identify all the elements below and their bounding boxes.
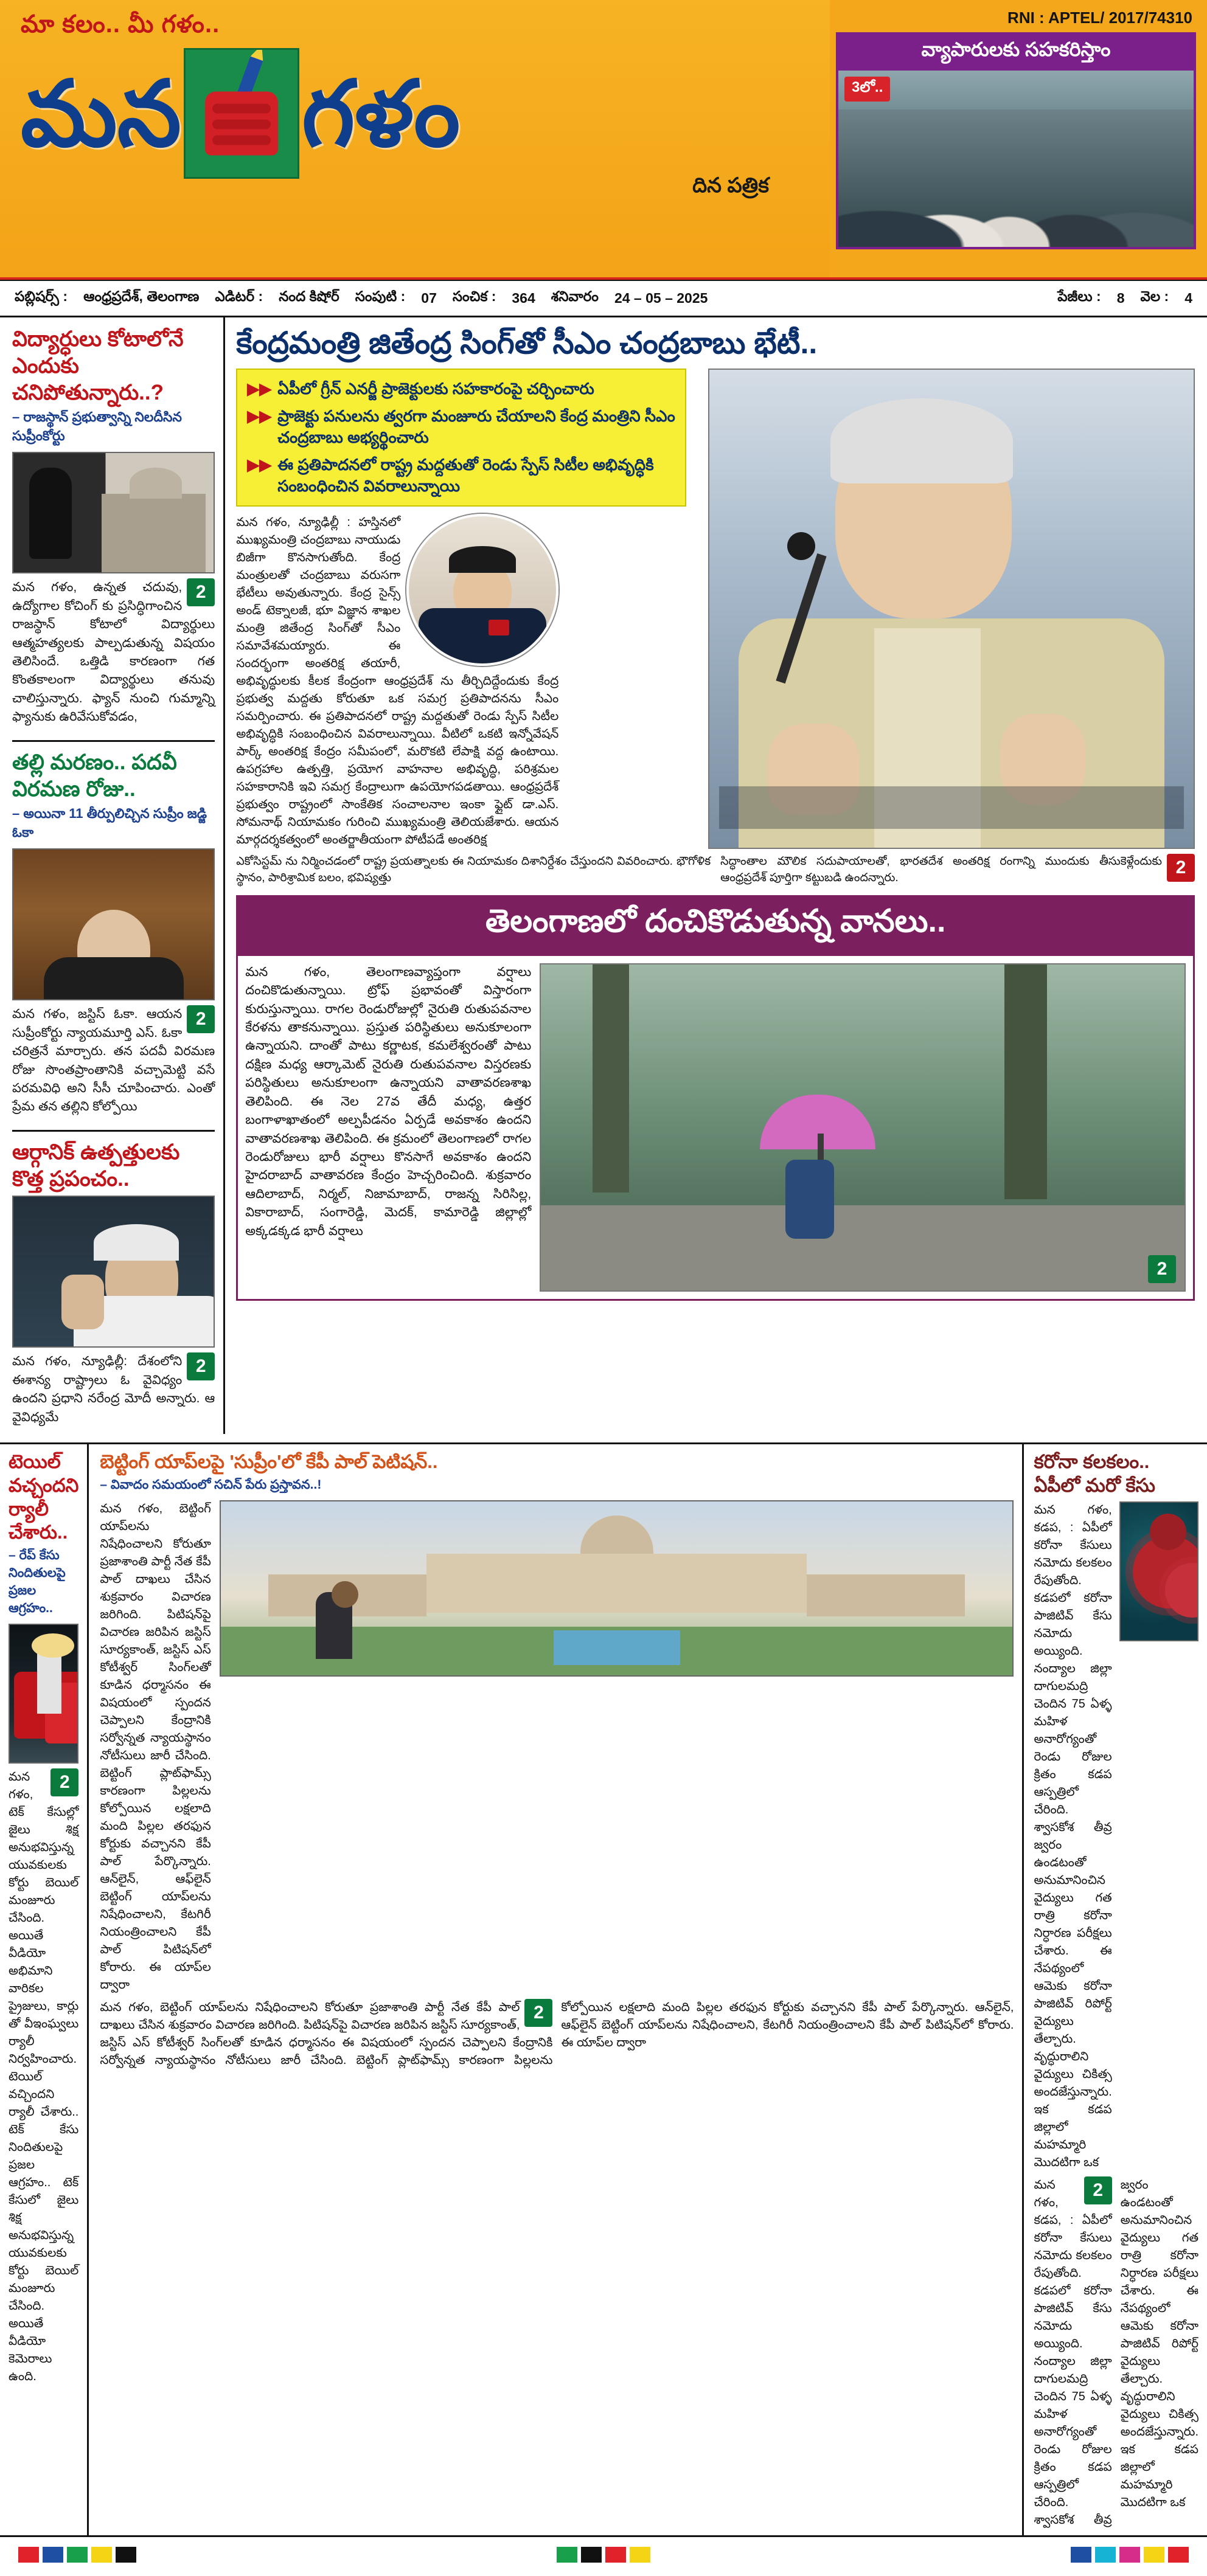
main-column — [225, 317, 1207, 1434]
story-corona-case[interactable] — [1024, 1444, 1207, 2535]
bullet-text: ఏపీలో గ్రీన్ ఎనర్జీ ప్రాజెక్టులకు సహకారంపై చర్చించారు — [277, 379, 594, 398]
lead-bullet — [247, 454, 675, 497]
masthead-subtitle: దిన పత్రిక — [692, 174, 769, 197]
masthead-title-row — [21, 48, 818, 179]
color-swatch-blue — [1071, 2547, 1091, 2563]
story-subhead: – రేప్ కేసు నిందితులపై ప్రజల ఆగ్రహం.. — [9, 1548, 66, 1616]
bullet-marker-icon: ▶▶ — [247, 379, 272, 398]
swatch-group-right — [1071, 2547, 1189, 2563]
page-reference-badge[interactable]: 2 — [1148, 1255, 1176, 1283]
divider — [12, 740, 215, 742]
story-headline: కరోనా కలకలం.. ఏపీలో మరో కేసు — [1034, 1451, 1156, 1496]
publishers-value: ఆంధ్రప్రదేశ్, తెలంగాణ — [83, 288, 200, 304]
divider — [12, 1130, 215, 1132]
supreme-court-building-photo — [220, 1500, 1014, 1677]
masthead-title-left: మన — [21, 62, 182, 165]
masthead-left — [0, 0, 830, 277]
main-content — [0, 317, 1207, 1434]
color-swatch-red — [18, 2547, 39, 2563]
telangana-headline: తెలంగాణలో దంచికొడుతున్న వానలు.. — [238, 897, 1193, 956]
day-of-week: శనివారం — [551, 288, 599, 304]
page-reference-badge[interactable]: 2 — [187, 1352, 215, 1380]
issue-label: సంచిక : — [452, 288, 496, 304]
page-reference-badge[interactable]: 2 — [187, 578, 215, 606]
color-swatch-magenta — [1119, 2547, 1140, 2563]
story-body: మన గళం, కడప, : ఏపీలో కరోనా కేసులు నమోదు కలకలం రేపుతోంది. కడపలో కరోనా పాజిటివ్ కేసు నమోదు అయ్యింది. నంద్యాల జిల్లా దాగులమద్రి చెందిన 75 ఏళ్ళ మహిళ అనారోగ్యంతో రెండు రోజుల క్రితం కడప ఆస్పత్రిలో చేరింది. శ్వాసకోశ తీవ్ర జ్వరం ఉండటంతో అనుమానించిన వైద్యులు గత రాత్రి కరోనా నిర్ధారణ పరీక్షలు చేశారు. ఈ నేపథ్యంలో ఆమెకు కరోనా పాజిటివ్ రిపోర్ట్ వైద్యులు తేల్చారు. వృద్ధురాలిని వైద్యులు చికిత్స అందజేస్తున్నారు. ఇక కడప జిల్లాలో మహమ్మారి మొదటిగా ఒక — [1034, 2178, 1199, 2527]
pm-modi-photo — [12, 1196, 215, 1348]
volume-label: సంపుటి : — [355, 288, 406, 304]
story-subhead: – అయినా 11 తీర్పులిచ్చిన సుప్రీం జడ్జి ఓకా — [12, 806, 207, 840]
lead-body-column — [236, 514, 558, 849]
editor-value: నంద కిషోర్ — [279, 288, 339, 304]
issue-value: 364 — [512, 290, 535, 306]
jitendra-singh-photo — [406, 514, 558, 666]
left-column — [0, 317, 225, 1434]
story-body: మన గళం, టెక్ కేసుల్లో జైలు శిక్ష అనుభవిస్తున్న యువకులకు కోర్టు బెయిల్ మంజూరు చేసింది. అయితే వీడియో అభిమాని వారికల ప్రైజులు, కార్లు తో వీఇంఘ్వలు ర్యాలీ నిర్వహించారు. టెయిల్ వచ్చిందని ర్యాలీ చేశారు.. టెక్ కేసు నిందితులపై ప్రజల ఆగ్రహం.. టెక్ కేసులో జైలు శిక్ష అనుభవిస్తున్న యువకులకు కోర్టు బెయిల్ మంజూరు చేసింది. అయితే వీడియో కెమెరాలు ఉంది. — [9, 1770, 79, 2384]
color-swatch-yellow — [91, 2547, 112, 2563]
story-rally[interactable] — [0, 1444, 89, 2535]
story-organic-products[interactable] — [12, 1139, 215, 1434]
publish-date: 24 – 05 – 2025 — [614, 290, 708, 306]
fist-icon — [205, 92, 278, 156]
story-body-left: మన గళం, కడప, : ఏపీలో కరోనా కేసులు నమోదు కలకలం రేపుతోంది. కడపలో కరోనా పాజిటివ్ కేసు నమోదు అయ్యింది. నంద్యాల జిల్లా దాగులమద్రి చెందిన 75 ఏళ్ళ మహిళ అనారోగ్యంతో రెండు రోజుల క్రితం కడప ఆస్పత్రిలో చేరింది. శ్వాసకోశ తీవ్ర జ్వరం ఉండటంతో అనుమానించిన వైద్యులు గత రాత్రి కరోనా నిర్ధారణ పరీక్షలు చేశారు. ఈ నేపథ్యంలో ఆమెకు కరోనా పాజిటివ్ రిపోర్ట్ వైద్యులు తేల్చారు. వృద్ధురాలిని వైద్యులు చికిత్స అందజేస్తున్నారు. ఇక కడప జిల్లాలో మహమ్మారి మొదటిగా ఒక — [1034, 1503, 1112, 2169]
swatch-group-center — [557, 2547, 650, 2563]
color-swatch-cyan — [1095, 2547, 1116, 2563]
story-headline: విద్యార్ధులు కోటాలోనే ఎందుకు చనిపోతున్నారు..? — [12, 327, 184, 404]
story-body: మన గళం, బెట్టింగ్ యాప్‌లను నిషేధించాలని కోరుతూ ప్రజాశాంతి పార్టీ నేత కేపీ పాల్ దాఖలు చేసిన శుక్రవారం విచారణ జరిగింది. పిటిషన్‌పై విచారణ జరిపిన జస్టిస్ సూర్యకాంత్, జస్టిస్ ఎస్ కోటీశ్వర్ సింగ్‌లతో కూడిన ధర్మాసనం ఈ విషయంలో స్పందన చెప్పాలని కేంద్రానికి సర్వోన్నత న్యాయస్థానం నోటీసులు జారీ చేసింది. బెట్టింగ్ ప్లాట్‌ఫామ్స్ కారణంగా పిల్లలను కోల్పోయిన లక్షలాది మంది పిల్లల తరఫున కోర్టుకు వచ్చానని కేపీ పాల్ పేర్కొన్నారు. ఆన్‌లైన్, ఆఫ్‌లైన్ బెట్టింగ్ యాప్‌లను నిషేధించాలని, కేటగిరీ నియంత్రించాలని కేపీ పాల్ పిటిషన్‌లో కోరారు. ఈ యాప్‌ల ద్వారా — [100, 2000, 1014, 2067]
lead-bullet — [247, 378, 675, 400]
page-reference-badge[interactable]: 2 — [187, 1005, 215, 1033]
lead-bullet — [247, 406, 675, 448]
color-swatch-yellow — [630, 2547, 650, 2563]
page-reference-badge[interactable]: 2 — [1167, 854, 1195, 882]
masthead — [0, 0, 1207, 280]
promo-page-badge: 3లో.. — [844, 77, 890, 102]
swatch-group-left — [18, 2547, 136, 2563]
masthead-title-right: గళం — [302, 62, 461, 165]
page-reference-badge[interactable]: 2 — [1084, 2176, 1112, 2204]
masthead-tagline: మా కలం.. మీ గళం.. — [21, 11, 220, 38]
lead-foot-left: ఎకోసిస్టమ్ ను నిర్మించడంలో రాష్ట్ర ప్రయత్నాలకు ఈ నియామకం దిశానిర్దేశం చేస్తుందని వివరించారు. భౌగోళిక స్థానం, పారిశ్రామిక బలం, భవిష్యత్తు — [236, 855, 711, 885]
story-headline: తల్లి మరణం.. పదవీ విరమణ రోజు.. — [12, 750, 177, 801]
page-reference-badge[interactable]: 2 — [50, 1768, 78, 1796]
story-headline: బెట్టింగ్ యాప్‌లపై 'సుప్రీం'లో కేపీ పాల్ పెటిషన్.. — [100, 1451, 438, 1473]
publishers-label: పబ్లిషర్స్ : — [15, 288, 68, 304]
bullet-marker-icon: ▶▶ — [247, 407, 272, 426]
story-headline: ఆర్గానిక్ ఉత్పత్తులకు కొత్త ప్రపంచం.. — [12, 1140, 180, 1191]
promo-box[interactable] — [836, 32, 1196, 249]
bullet-text: ప్రాజెక్టు పనులను త్వరగా మంజూరు చేయాలని కేంద్ర మంత్రిని సీఎం చంద్రబాబు అభ్యర్థించారు — [277, 407, 675, 447]
chandrababu-naidu-photo — [708, 369, 1195, 849]
story-betting-apps[interactable] — [89, 1444, 1024, 2535]
price-label: వెల : — [1140, 288, 1169, 304]
masthead-right — [830, 0, 1207, 277]
lead-headline: కేంద్రమంత్రి జితేంద్ర సింగ్‌తో సీఎం చంద్రబాబు భేటీ.. — [236, 326, 818, 360]
story-subhead: – వివాదం సమయంలో సచిన్ పేరు ప్రస్తావన..! — [100, 1477, 322, 1492]
info-bar — [0, 280, 1207, 317]
promo-photo — [838, 71, 1194, 247]
supreme-court-photo — [12, 452, 215, 573]
story-headline: టెయిల్ వచ్చందని ర్యాలీ చేశారు.. — [9, 1451, 79, 1543]
color-swatch-red — [605, 2547, 626, 2563]
story-telangana-rains[interactable] — [236, 895, 1195, 1301]
lead-foot-right: సిద్ధాంతాల మౌలిక సదుపాయాలతో, భారతదేశ అంతరిక్ష రంగాన్ని ముందుకు తీసుకెళ్లేందుకు ఆంధ్రప్రదేశ్ పూర్తిగా కట్టుబడి ఉందన్నారు. — [720, 855, 1162, 885]
story-justice-oka[interactable] — [12, 749, 215, 1124]
story-body-left: మన గళం, బెట్టింగ్ యాప్‌లను నిషేధించాలని కోరుతూ ప్రజాశాంతి పార్టీ నేత కేపీ పాల్ దాఖలు చేసిన శుక్రవారం విచారణ జరిగింది. పిటిషన్‌పై విచారణ జరిపిన జస్టిస్ సూర్యకాంత్, జస్టిస్ ఎస్ కోటీశ్వర్ సింగ్‌లతో కూడిన ధర్మాసనం ఈ విషయంలో స్పందన చెప్పాలని కేంద్రానికి సర్వోన్నత న్యాయస్థానం నోటీసులు జారీ చేసింది. బెట్టింగ్ ప్లాట్‌ఫామ్స్ కారణంగా పిల్లలను కోల్పోయిన లక్షలాది మంది పిల్లల తరఫున కోర్టుకు వచ్చానని కేపీ పాల్ పేర్కొన్నారు. ఆన్‌లైన్, ఆఫ్‌లైన్ బెట్టింగ్ యాప్‌లను నిషేధించాలని, కేటగిరీ నియంత్రించాలని కేపీ పాల్ పిటిషన్‌లో కోరారు. ఈ యాప్‌ల ద్వారా — [100, 1501, 211, 1992]
volume-value: 07 — [421, 290, 437, 306]
lead-body-text: మన గళం, న్యూఢిల్లీ : హస్తినలో ముఖ్యమంత్రి చంద్రబాబు నాయుడు బిజీగా కొనసాగుతోంది. కేంద్ర మంత్రులతో చంద్రబాబు వరుసగా భేటీలు అవుతున్నారు. కేంద్ర సైన్స్ అండ్ టెక్నాలజీ, భూ విజ్ఞాన శాఖల మంత్రి జితేంద్ర సింగ్‌తో సీఎం సమావేశమయ్యారు. ఈ సందర్భంగా అంతరిక్ష తయారీ, అభివృద్ధులకు కీలక కేంద్రంగా ఆంధ్రప్రదేశ్ ను తీర్చిదిద్దేందుకు కేంద్ర ప్రభుత్వ మద్దతు కోరుతూ ఒక సమగ్ర ప్రతిపాదనను సీఎం సమర్పించారు. ఈ ప్రతిపాదనలో రాష్ట్ర మద్దతుతో రెండు స్పేస్ సిటీల అభివృద్ధికి సంబంధించిన వివరాలున్నాయి. వీటిలో ఒకటి ఇన్నోవేషన్ పార్క్ అంతరిక్ష కేంద్రం సమీపంలో, మరొకటి లేపాక్షి వద్ద ఉంటాయి. ఉపగ్రహాల ఉత్పత్తి, ప్రయోగ వాహనాల అభివృద్ధి, పరిశ్రమల సహకారానికి ఇవి సమగ్ర కేంద్రాలుగా ఉపయోగపడతాయి. ఆంధ్రప్రదేశ్ ప్రభుత్వం రాష్ట్రంలో సాంకేతిక సంచాలనాల ఇంకా ఫ్లైట్ డా.ఎస్. సోమనాథ్ నియామకం గురించి ముఖ్యమంత్రి తెలియజేశారు. ఆయన మార్గదర్శకత్వంలో అంతర్జాతీయంగా పోటీపడే అంతరిక్ష — [236, 516, 559, 847]
color-swatch-black — [581, 2547, 602, 2563]
telangana-body: మన గళం, తెలంగాణవ్యాప్తంగా వర్షాలు దంచికొడుతున్నాయి. ట్రోఫ్ ప్రభావంతో విస్తారంగా కురుస్తున్నాయి. రాగల రెండురోజుల్లో నైరుతి రుతుపవనాల కేరళను తాకనున్నాయి. ప్రస్తుత పరిస్థితులు అనుకూలంగా ఉన్నాయని. దాంతో పాటు కర్ణాటక, కమలేశ్వరంతో పాటు దక్షిణ మధ్య ఆర్కామెట్ నైరుతి రుతుపవనాల విస్తరణకు పరిస్థితులు అనుకూలంగా ఉన్నాయని వాతావరణశాఖ తెలిపింది. ఈ నెల 27వ తేదీ మధ్య, ఉత్తర బంగాళాఖాతంలో అల్పపీడనం ఏర్పడే అవకాశం ఉందని వాతావరణశాఖ తెలిపింది. ఈ క్రమంలో తెలంగాణలో రాగల రెండురోజులు భారీ వర్షాలు కొనసాగే అవకాశం ఉందని హైదరాబాద్ వాతావరణ కేంద్రం హెచ్చరించింది. శుక్రవారం ఆదిలాబాద్, నిర్మల్, నిజామాబాద్, రాజన్న సిరిసిల్ల, వికారాబాద్, సంగారెడ్డి, మెదక్, కామారెడ్డి జిల్లాల్లో అక్కడక్కడ భారీ వర్షాలు — [245, 964, 532, 1238]
rally-night-photo — [9, 1624, 78, 1764]
bottom-stories — [0, 1442, 1207, 2535]
color-swatch-red — [1168, 2547, 1189, 2563]
color-registration-bars — [0, 2535, 1207, 2576]
bullet-marker-icon: ▶▶ — [247, 455, 272, 474]
color-swatch-green — [557, 2547, 577, 2563]
color-swatch-black — [116, 2547, 136, 2563]
coronavirus-photo — [1119, 1501, 1198, 1641]
story-students-kota[interactable] — [12, 326, 215, 734]
promo-photo-crowd — [838, 109, 1194, 247]
rain-umbrella-photo — [540, 963, 1186, 1292]
lead-bullet-box — [236, 369, 686, 507]
price-value: 4 — [1184, 290, 1192, 306]
color-swatch-green — [67, 2547, 88, 2563]
story-body: మన గళం, న్యూఢిల్లీ: దేశంలోని ఈశాన్య రాష్ట్రాలు ఓ వైవిధ్యం ఉందని ప్రధాని నరేంద్ర మోదీ అన్నారు. ఆ వైవిధ్యమే — [12, 1354, 215, 1424]
lead-story[interactable] — [236, 325, 1195, 887]
story-subhead: – రాజస్థాన్ ప్రభుత్వాన్ని నిలదీసిన సుప్రీంకోర్టు — [12, 409, 182, 444]
rni-number: RNI : APTEL/ 2017/74310 — [1007, 9, 1192, 27]
bullet-text: ఈ ప్రతిపాదనలో రాష్ట్ర మద్దతుతో రెండు స్పేస్ సిటీల అభివృద్ధికి సంబంధించిన వివరాలున్నాయి — [277, 455, 654, 496]
story-body: మన గళం, జస్టిస్ ఓకా. ఆయన సుప్రీంకోర్టు న్యాయమూర్తి ఎస్. ఓకా చరిత్రనే మార్చారు. తన పదవీ విరమణ రోజు సొంతప్రాంతానికి వచ్చామెట్టి వసే పరమవిధి అని సీసీ చూపించారు. ఎంతో ప్రేమ తన తల్లిని కోల్పోయి — [12, 1007, 215, 1114]
editor-label: ఎడిటర్ : — [215, 288, 263, 304]
pages-label: పేజీలు : — [1057, 288, 1101, 304]
justice-oka-photo — [12, 848, 215, 1000]
page-reference-badge[interactable]: 2 — [524, 1999, 552, 2027]
color-swatch-blue — [43, 2547, 63, 2563]
color-swatch-yellow — [1144, 2547, 1164, 2563]
story-body: మన గళం, ఉన్నత చదువు, ఉద్యోగాల కోచింగ్ కు ప్రసిద్ధిగాంచిన రాజస్థాన్ కోటాలో విద్యార్థులు ఆత్మహత్యలకు పాల్పడుతున్న విషయం తెలిసిందే. ఒత్తిడి కారణంగా గత కొంతకాలంగా విద్యార్థులు తనువు చాలిస్తున్నారు. ఫ్యాన్ నుంచి గుమ్మాన్ని ఫ్యానుకు ఉరివేసుకోవడం, — [12, 580, 215, 724]
newspaper-logo-icon — [184, 48, 299, 179]
promo-headline: వ్యాపారులకు సహకరిస్తాం — [838, 35, 1194, 71]
lead-footer-columns — [236, 854, 1195, 886]
pages-value: 8 — [1116, 290, 1125, 306]
